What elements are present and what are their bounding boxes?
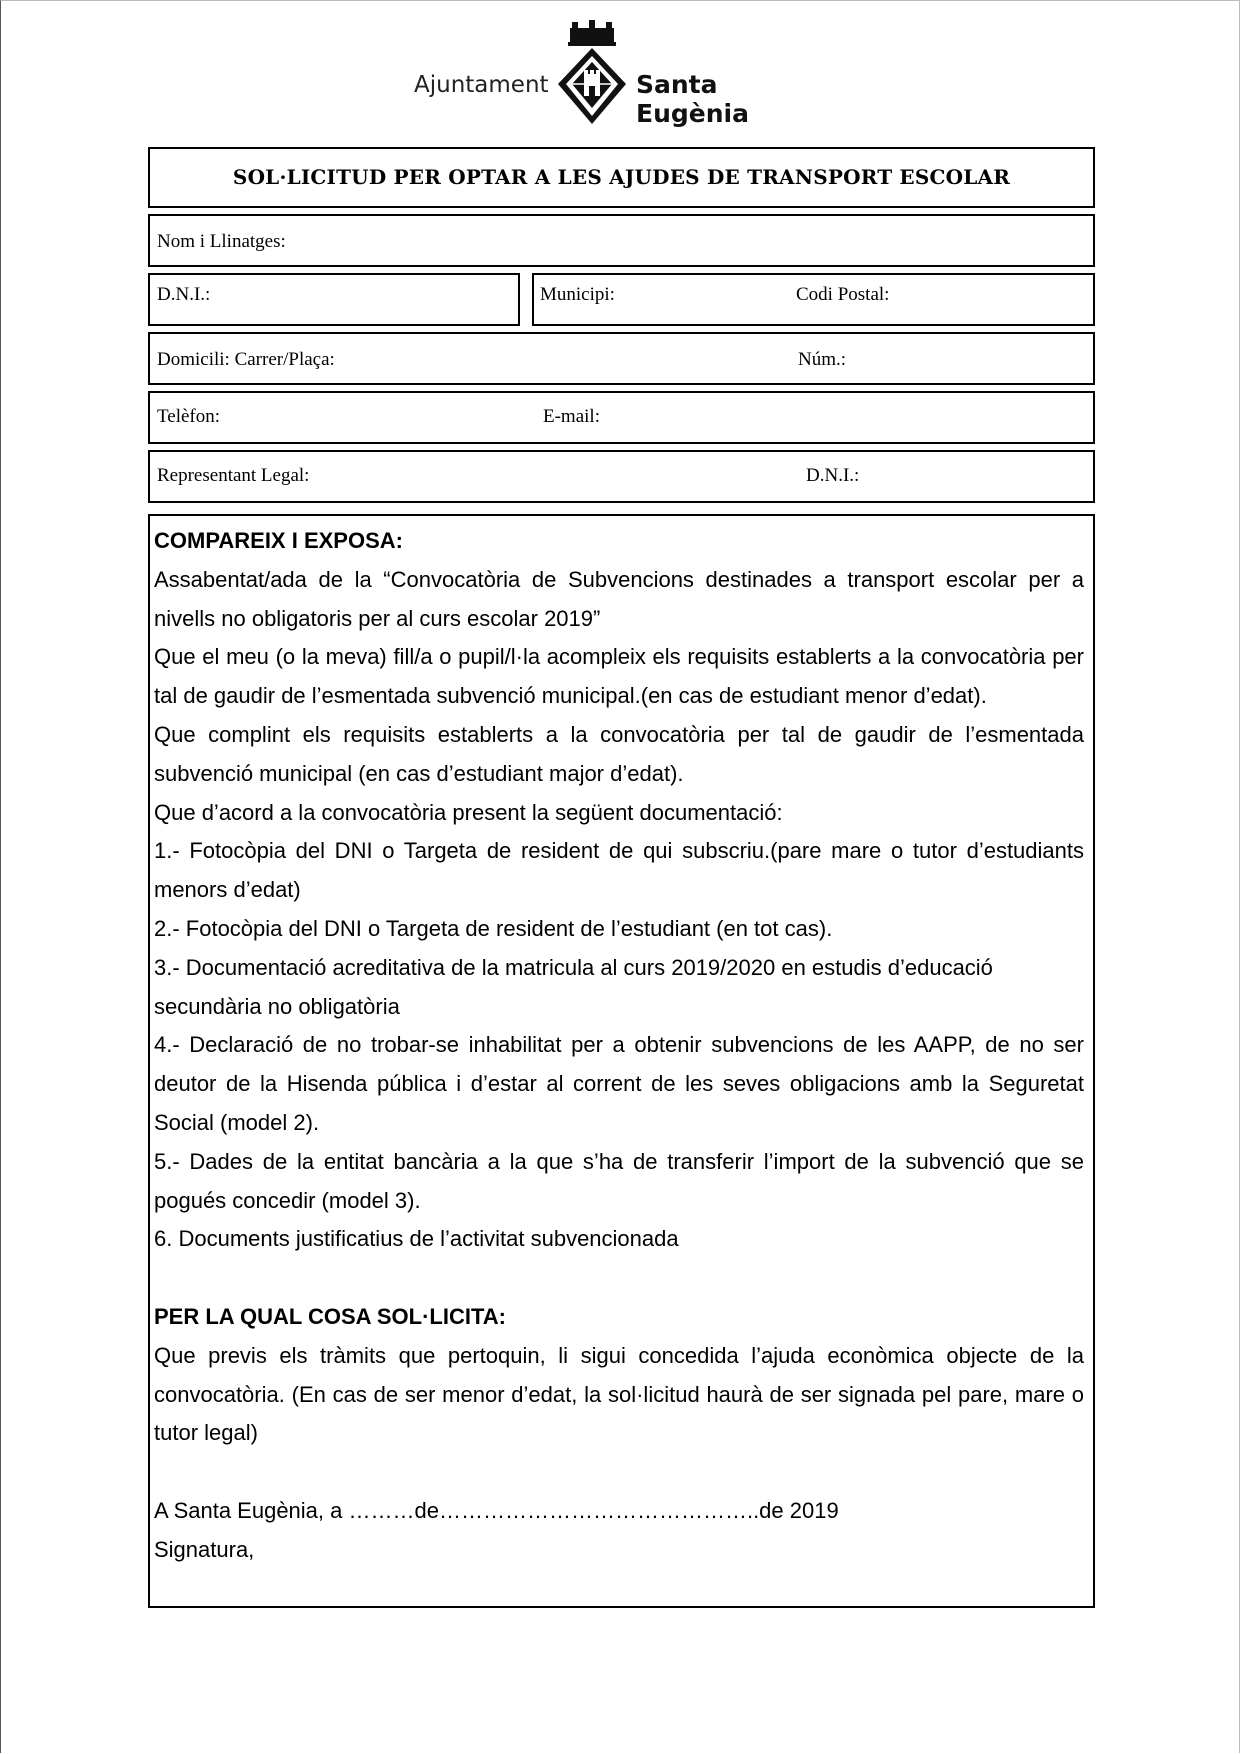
spacer	[154, 1453, 1084, 1492]
document-item-5: 5.- Dades de la entitat bancària a la que s’ha de transferir l’import de la subvenció que se pogués concedir (model 3).	[154, 1148, 1084, 1213]
representant-dni-label: D.N.I.:	[806, 465, 860, 486]
document-item-2: 2.- Fotocòpia del DNI o Targeta de resident de l’estudiant (en tot cas).	[154, 915, 833, 941]
logo-santa-eugenia-text: Santa Eugènia	[636, 70, 749, 128]
domicili-label: Domicili: Carrer/Plaça:	[157, 349, 335, 370]
municipi-label: Municipi:	[540, 284, 615, 305]
date-line: A Santa Eugènia, a ………de……………………………………..de 2019	[154, 1497, 839, 1523]
form-title: SOL·LICITUD PER OPTAR A LES AJUDES DE TRANSPORT ESCOLAR	[232, 165, 1011, 189]
telefon-email-field[interactable]	[148, 391, 1095, 444]
paragraph-assabentat: Assabentat/ada de la “Convocatòria de Subvencions destinades a transport escolar per a nivells no obligatoris per al curs escolar 2019”	[154, 566, 1084, 631]
main-body-text	[154, 522, 1084, 1570]
signature-label: Signatura,	[154, 1536, 255, 1562]
dni-field[interactable]	[148, 273, 520, 326]
document-item-6: 6. Documents justificatius de l’activitat subvencionada	[154, 1226, 679, 1252]
paragraph-documentacio: Que d’acord a la convocatòria present la següent documentació:	[154, 799, 783, 825]
telefon-label: Telèfon:	[157, 406, 221, 427]
email-label: E-mail:	[543, 406, 600, 427]
logo-ajuntament-text: Ajuntament	[414, 72, 549, 98]
paragraph-major: Que complint els requisits establerts a la convocatòria per tal de gaudir de l’esmentada subvenció municipal (en cas d’estudiant major d’edat).	[154, 721, 1084, 786]
form-title-box	[148, 147, 1095, 208]
heading-solicita: PER LA QUAL COSA SOL·LICITA:	[154, 1303, 506, 1329]
dni-label: D.N.I.:	[157, 284, 211, 305]
document-item-3: 3.- Documentació acreditativa de la matricula al curs 2019/2020 en estudis d’educació secundària no obligatòria	[154, 954, 993, 1019]
heading-compareix-exposa: COMPAREIX I EXPOSA:	[154, 528, 403, 553]
domicili-field[interactable]	[148, 332, 1095, 385]
codi-postal-label: Codi Postal:	[796, 284, 890, 305]
document-item-4: 4.- Declaració de no trobar-se inhabilitat per a obtenir subvencions de les AAPP, de no ser deutor de la Hisenda pública i d’estar al corrent de les seves obligacions amb la Seguretat Social (model 2).	[154, 1032, 1084, 1135]
municipality-logo	[410, 20, 830, 130]
municipi-codi-postal-field[interactable]	[532, 273, 1095, 326]
name-label: Nom i Llinatges:	[157, 231, 286, 252]
representant-field[interactable]	[148, 450, 1095, 503]
document-item-1: 1.- Fotocòpia del DNI o Targeta de resident de qui subscriu.(pare mare o tutor d’estudiants menors d’edat)	[154, 838, 1084, 903]
paragraph-menor: Que el meu (o la meva) fill/a o pupil/l·la acompleix els requisits establerts a la convocatòria per tal de gaudir de l’esmentada subvenció municipal.(en cas de estudiant menor d’edat).	[154, 644, 1084, 709]
num-label: Núm.:	[798, 349, 847, 370]
representant-label: Representant Legal:	[157, 465, 310, 486]
paragraph-solicita: Que previs els tràmits que pertoquin, li sigui concedida l’ajuda econòmica objecte de la convocatòria. (En cas de ser menor d’edat, la sol·licitud haurà de ser signada pel pare, mare o tutor legal)	[154, 1342, 1084, 1446]
spacer	[154, 1259, 1084, 1298]
municipal-coat-of-arms-icon	[556, 20, 628, 126]
name-field[interactable]	[148, 214, 1095, 267]
